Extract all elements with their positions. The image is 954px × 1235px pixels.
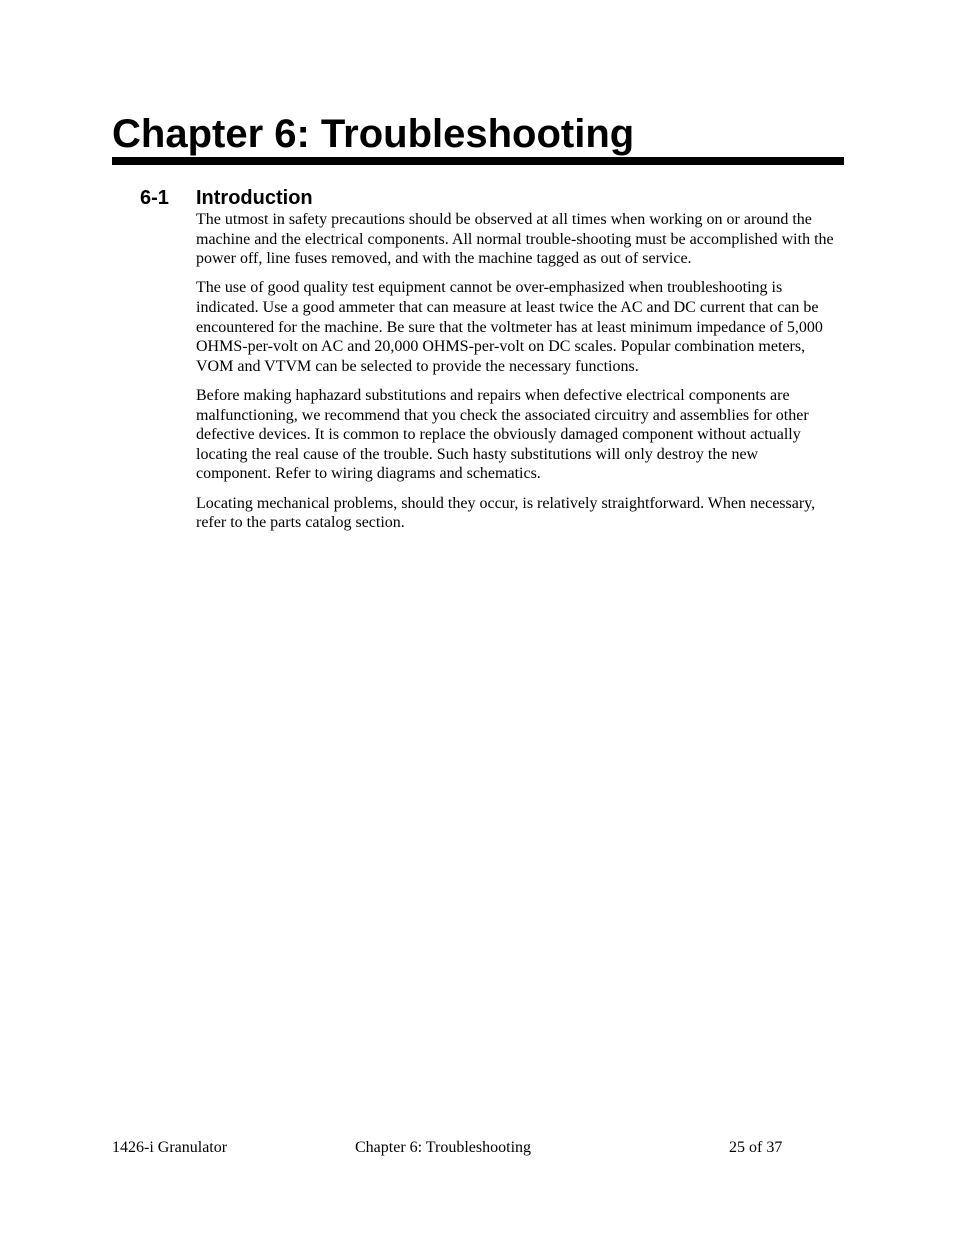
section-number: 6-1 [140, 187, 169, 209]
chapter-title: Chapter 6: Troubleshooting [112, 112, 635, 156]
footer-page-number: 25 of 37 [729, 1139, 783, 1156]
paragraph-substitutions: Before making haphazard substitutions and repairs when defective electrical components are malfunctioning, we recommend that you check the associated circuitry and assemblies for other defective devices. It is common to replace the obviously damaged component without actually locating the real cause of the trouble. Such hasty substitutions will only destroy the new component. Refer to wiring diagrams and schematics. [196, 386, 809, 483]
footer-document-name: 1426-i Granulator [112, 1139, 228, 1156]
paragraph-safety: The utmost in safety precautions should be observed at all times when working on or around the machine and the electrical components. All normal trouble-shooting must be accomplished with the power off, line fuses removed, and with the machine tagged as out of service. [196, 211, 834, 268]
section-title: Introduction [196, 187, 313, 209]
title-rule [112, 157, 844, 165]
paragraph-mechanical: Locating mechanical problems, should they occur, is relatively straightforward. When necessary, refer to the parts catalog section. [196, 494, 816, 532]
paragraph-test-equipment: The use of good quality test equipment cannot be over-emphasized when troubleshooting is indicated. Use a good ammeter that can measure at least twice the AC and DC current that can be encountered for the machine. Be sure that the voltmeter has at least minimum impedance of 5,000 OHMS-per-volt on AC and 20,000 OHMS-per-volt on DC scales. Popular combination meters, VOM and VTVM can be selected to provide the necessary functions. [196, 279, 823, 375]
footer-chapter-name: Chapter 6: Troubleshooting [355, 1139, 532, 1156]
section-body [196, 210, 836, 542]
section-heading [140, 185, 313, 211]
